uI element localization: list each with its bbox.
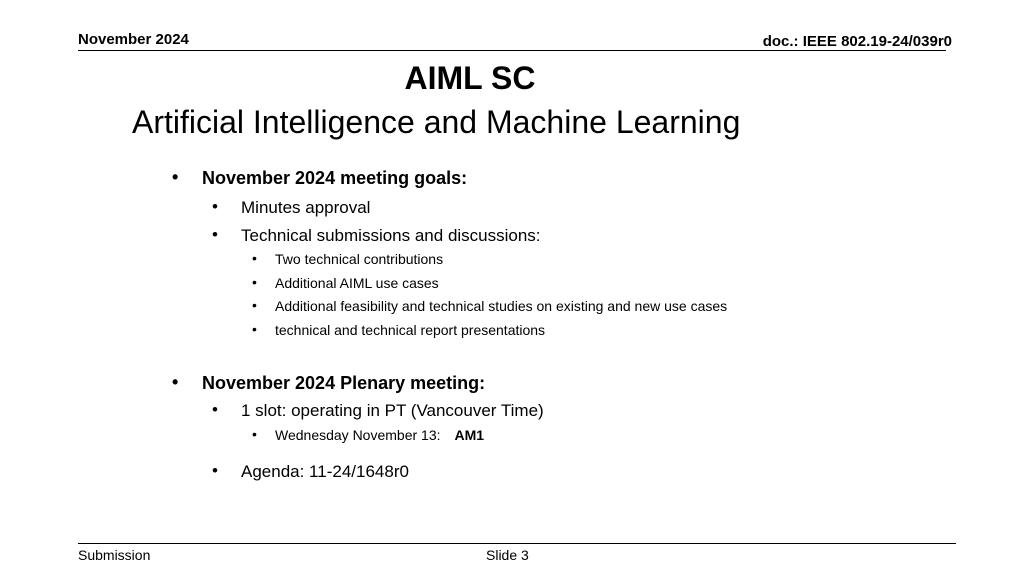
bullet-marker: • — [252, 297, 257, 313]
bullet-marker: • — [212, 225, 218, 244]
plenary-slot: 1 slot: operating in PT (Vancouver Time) — [241, 401, 544, 420]
footer-divider — [78, 543, 956, 544]
bullet-marker: • — [252, 426, 257, 442]
bullet-marker: • — [212, 197, 218, 216]
plenary-day — [275, 427, 484, 443]
sub-item: Additional feasibility and technical studies on existing and new use cases — [275, 298, 728, 314]
bullet-marker: • — [172, 372, 179, 392]
plenary-agenda: Agenda: 11-24/1648r0 — [241, 462, 409, 481]
header-date: November 2024 — [78, 31, 189, 48]
sub-item: Additional AIML use cases — [275, 275, 439, 291]
goal-technical-submissions: Technical submissions and discussions: — [241, 226, 541, 245]
bullet-marker: • — [212, 400, 218, 419]
bullet-marker: • — [252, 274, 257, 290]
slide-subtitle: Artificial Intelligence and Machine Learning — [132, 104, 741, 140]
footer-submission: Submission — [78, 547, 151, 563]
bullet-marker: • — [252, 321, 257, 337]
plenary-day-text: Wednesday November 13: — [275, 427, 441, 443]
header-doc-id: doc.: IEEE 802.19-24/039r0 — [762, 33, 952, 50]
bullet-marker: • — [212, 461, 218, 480]
plenary-session: AM1 — [454, 427, 485, 443]
sub-item: technical and technical report presentations — [275, 322, 546, 338]
bullet-marker: • — [252, 250, 257, 266]
footer-slide-number: Slide 3 — [486, 547, 529, 563]
slide-title: AIML SC — [404, 60, 536, 96]
sub-item: Two technical contributions — [275, 251, 444, 267]
goals-heading: November 2024 meeting goals: — [202, 168, 468, 188]
bullet-marker: • — [172, 167, 179, 187]
plenary-heading: November 2024 Plenary meeting: — [202, 373, 486, 393]
goal-minutes-approval: Minutes approval — [241, 198, 371, 217]
